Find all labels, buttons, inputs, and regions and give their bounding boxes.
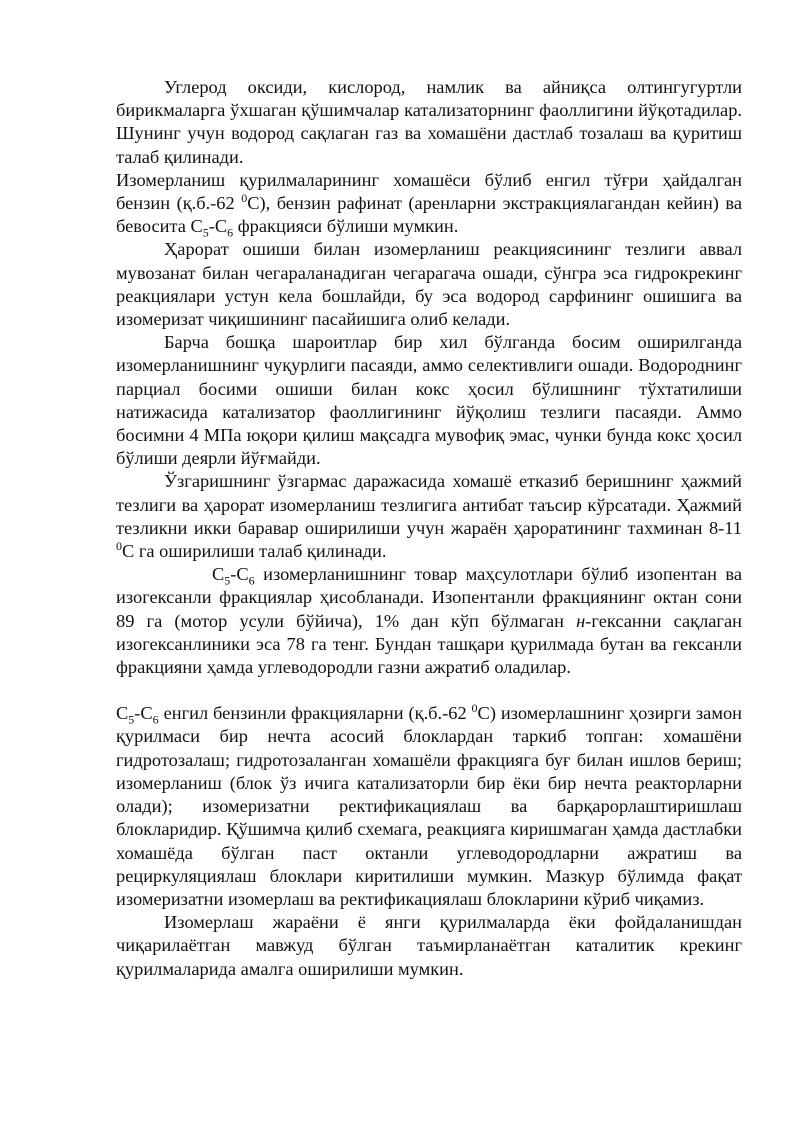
paragraph-4: Барча бошқа шароитлар бир хил бўлганда босим оширилганда изомерланишнинг чуқурлиги пасаяди, аммо селективлиги ошади. Водороднинг парциал босими ошиши билан кокс ҳосил бўлишнинг тўхтатилиши натижасида катализатор фаоллигининг йўқолиш тезлиги пасаяди. Аммо босимни 4 МПа юқори қилиш мақсадга мувофиқ эмас, чунки бунда кокс ҳосил бўлиши деярли йўғмайди. [116, 332, 742, 469]
paragraph-7 [116, 702, 742, 911]
subscript: 5 [224, 573, 231, 588]
text-run: -С [134, 703, 153, 724]
subscript: 6 [152, 712, 159, 727]
paragraph-8: Изомерлаш жараёни ё янги қурилмаларда ёки фойдаланишдан чиқарилаётган мавжуд бўлган таъмирланаётган каталитик крекинг қурилмаларида амалга оширилиши мумкин. [116, 912, 742, 979]
paragraph-6 [116, 563, 742, 679]
paragraph-2 [116, 169, 742, 239]
text-run: С) изомерлашнинг ҳозирги замон қурилмаси бир нечта асосий блоклардан таркиб топган: хомашёни гидротозалаш; гидротозаланган хомашёли фракцияга буғ билан ишлов бериш; изомерланиш (блок ўз ичига катализаторли бир ёки бир нечта реакторларни олади); изомеризатни ректификациялаш ва барқарорлаштиришлаш блокларидир. Қўшимча қилиб схемага, реакцияга киришмаган ҳамда дастлабки хомашёда бўлган паст октанли углеводородларни ажратиш ва рециркуляциялаш блоклари киритилиши мумкин. Мазкур бўлимда фақат изомеризатни изомерлаш ва ректификациялаш блокларини кўриб чиқамиз. [116, 703, 742, 909]
text-run: -гексанни сақлаган изогексанлиники эса 78 га тенг. Бундан ташқари қурилмада бутан ва гексанли фракцияни ҳамда углеводородли газни ажратиб оладилар. [116, 610, 742, 678]
text-run: С [116, 703, 129, 724]
document-page [116, 76, 742, 981]
paragraph-1: Углерод оксиди, кислород, намлик ва айниқса олтингугуртли бирикмаларга ўхшаган қўшимчалар катализаторнинг фаоллигини йўқотадилар. Шунинг учун водород сақлаган газ ва хомашёни дастлаб тозалаш ва қуритиш талаб қилинади. [116, 77, 742, 167]
text-run: -С [230, 564, 249, 585]
subscript: 5 [128, 712, 135, 727]
paragraph-5 [116, 470, 742, 563]
text-run: фракцияси бўлиши мумкин. [233, 216, 459, 237]
superscript: 0 [116, 538, 122, 553]
subscript: 6 [227, 225, 234, 240]
text-run: С), бензин рафинат (аренларни экстракциялагандан кейин) ва бевосита С [116, 193, 743, 237]
text-run: изомерланишнинг товар маҳсулотлари бўлиб изопентан ва изогексанли фракциялар ҳисобланади. Изопентанли фракциянинг октан сони 89 га (мотор усули бўйича), 1% дан кўп бўлмаган [116, 564, 742, 631]
subscript: 5 [202, 225, 209, 240]
text-run: енгил бензинли фракцияларни (қ.б.-62 [158, 703, 472, 724]
text-run: С га оширилиши талаб қилинади. [122, 541, 387, 562]
paragraph-3: Ҳарорат ошиши билан изомерланиш реакциясининг тезлиги аввал мувозанат билан чегараланадиган чегарагача ошади, сўнгра эса гидрокрекинг реакциялари устун кела бошлайди, бу эса водород сарфининг ошишига ва изомеризат чиқишининг пасайишига олиб келади. [116, 239, 742, 330]
text-run: С [212, 564, 225, 585]
blank-line [116, 679, 742, 702]
superscript: 0 [241, 190, 248, 205]
text-run: -С [208, 216, 228, 237]
superscript: 0 [471, 701, 478, 716]
text-run: Ўзгаришнинг ўзгармас даражасида хомашё етказиб беришнинг ҳажмий тезлиги ва ҳарорат изомерланиш тезлигига антибат таъсир кўрсатади. Ҳажмий тезликни икки баравар оширилиши учун жараён ҳароратининг тахминан 8-11 [116, 471, 742, 538]
subscript: 6 [248, 573, 255, 588]
italic-letter: н [576, 610, 586, 631]
text-run: Изомерланиш қурилмаларининг хомашёси бўлиб енгил тўғри ҳайдалган бензин (қ.б.-62 [116, 169, 742, 214]
